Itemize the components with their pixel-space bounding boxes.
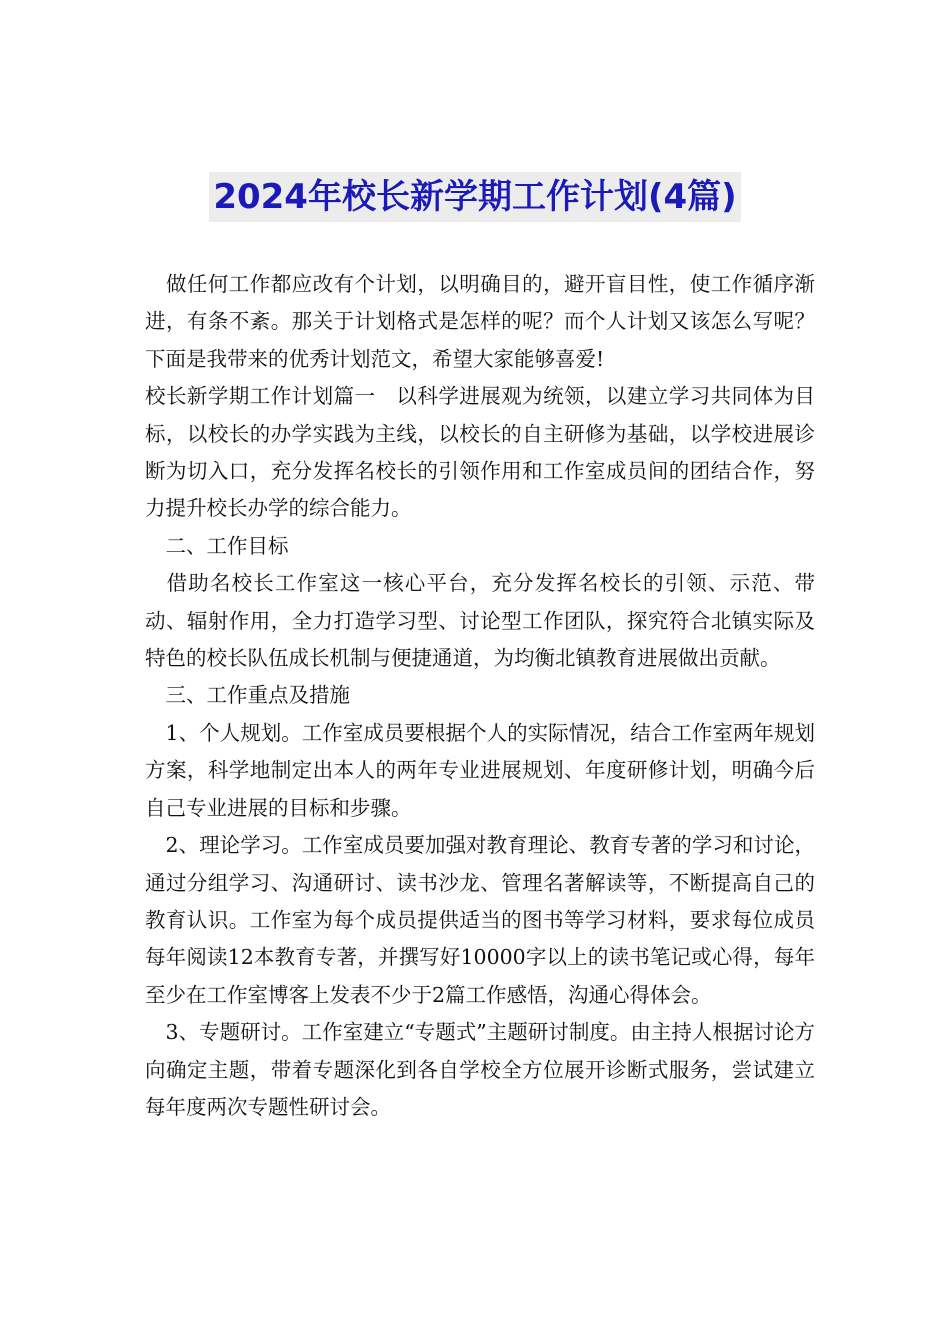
paragraph-theory-study: 2、理论学习。工作室成员要加强对教育理论、教育专著的学习和讨论，通过分组学习、沟通研讨、读书沙龙、管理名著解读等，不断提高自己的教育认识。工作室为每个成员提供适当的图书等学习材料，要求每位成员每年阅读12本教育专著，并撰写好10000字以上的读书笔记或心得，每年至少在工作室博客上发表不少于2篇工作感悟，沟通心得体会。 <box>145 833 815 1007</box>
heading-work-goals: 二、工作目标 <box>145 533 289 558</box>
heading-key-measures: 三、工作重点及措施 <box>145 683 350 708</box>
document-body <box>145 266 815 1126</box>
document-title: 2024年校长新学期工作计划(4篇) <box>209 172 740 222</box>
paragraph-part-one: 校长新学期工作计划篇一 以科学进展观为统领，以建立学习共同体为目标，以校长的办学实践为主线，以校长的自主研修为基础，以学校进展诊断为切入口，充分发挥名校长的引领作用和工作室成员间的团结合作，努力提升校长办学的综合能力。 <box>145 384 815 521</box>
paragraph-work-goals: 借助名校长工作室这一核心平台，充分发挥名校长的引领、示范、带动、辐射作用，全力打造学习型、讨论型工作团队，探究符合北镇实际及特色的校长队伍成长机制与便捷通道，为均衡北镇教育进展做出贡献。 <box>145 571 815 671</box>
title-container <box>0 172 950 222</box>
paragraph-personal-plan: 1、个人规划。工作室成员要根据个人的实际情况，结合工作室两年规划方案，科学地制定出本人的两年专业进展规划、年度研修计划，明确今后自己专业进展的目标和步骤。 <box>145 720 815 820</box>
paragraph-intro: 做任何工作都应改有个计划，以明确目的，避开盲目性，使工作循序渐进，有条不紊。那关于计划格式是怎样的呢？而个人计划又该怎么写呢？下面是我带来的优秀计划范文，希望大家能够喜爱! <box>145 272 815 371</box>
paragraph-topic-seminar: 3、专题研讨。工作室建立“专题式”主题研讨制度。由主持人根据讨论方向确定主题，带着专题深化到各自学校全方位展开诊断式服务，尝试建立每年度两次专题性研讨会。 <box>145 1020 815 1119</box>
